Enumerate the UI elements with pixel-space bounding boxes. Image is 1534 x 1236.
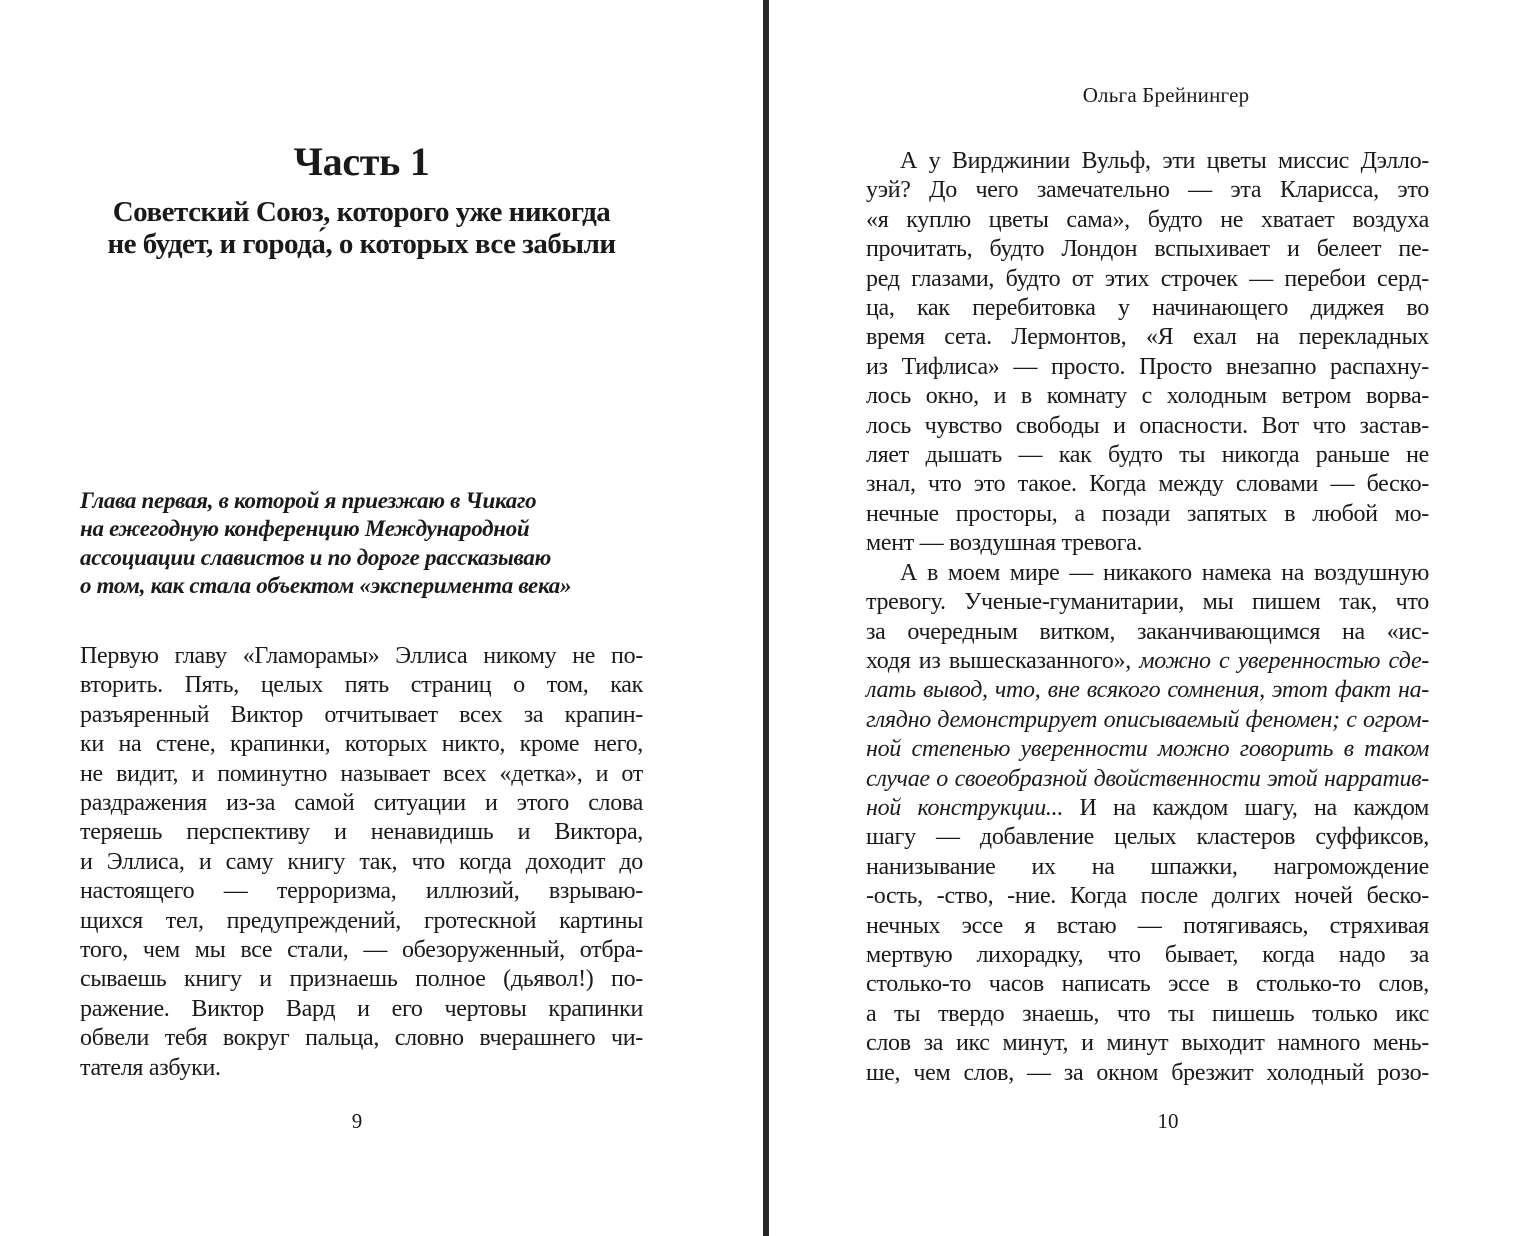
text-line <box>866 559 1429 588</box>
text-line <box>866 588 1429 617</box>
text-line <box>866 823 1429 852</box>
page-divider <box>763 0 769 1236</box>
page-number-left: 9 <box>351 1109 363 1133</box>
text-segment: ца, как перебитовка у начинающего диджея во <box>866 295 1429 322</box>
text-line <box>80 848 643 877</box>
text-segment: нечные просторы, а позади запятых в любой мо- <box>866 500 1429 527</box>
text-segment: разъяренный Виктор отчитывает всех за крапин- <box>80 701 643 728</box>
text-segment: прочитать, будто Лондон вспыхивает и белеет пе- <box>866 236 1429 263</box>
text-segment: ражение. Виктор Вард и его чертовы крапинки <box>80 995 643 1022</box>
text-segment: тревогу. Ученые-гуманитарии, мы пишем так, что <box>866 589 1429 616</box>
text-segment: ше, чем слов, — за окном брезжит холодный розо- <box>866 1059 1429 1086</box>
italic-text-segment: ной конструкции... <box>866 794 1080 821</box>
text-line <box>80 995 643 1024</box>
text-line <box>80 965 643 994</box>
chapter-epigraph <box>80 487 643 601</box>
text-line <box>866 765 1429 794</box>
text-segment: из Тифлиса» — просто. Просто внезапно распахну- <box>866 353 1429 380</box>
text-line <box>80 1054 643 1083</box>
text-segment: А у Вирджинии Вульф, эти цветы миссис Дэлло- <box>900 148 1429 174</box>
text-segment: ред глазами, будто от этих строчек — перебои серд- <box>866 265 1429 292</box>
chapter-subtitle <box>80 196 643 260</box>
text-line <box>80 701 643 730</box>
text-line <box>866 412 1429 441</box>
text-line <box>866 470 1429 499</box>
text-line <box>866 294 1429 323</box>
text-segment: шагу — добавление целых кластеров суффиксов, <box>866 824 1429 851</box>
text-segment: вторить. Пять, целых пять страниц о том, как <box>80 672 643 699</box>
text-line <box>866 235 1429 264</box>
text-line <box>866 912 1429 941</box>
text-segment: обвели тебя вокруг пальца, словно вчерашнего чи- <box>80 1025 643 1052</box>
right-body-text <box>866 147 1429 1088</box>
text-line <box>866 176 1429 205</box>
epigraph-line: на ежегодную конференцию Международной <box>80 516 530 542</box>
text-line <box>866 441 1429 470</box>
text-line <box>866 500 1429 529</box>
text-segment: нанизывание их на шпажки, нагромождение <box>866 853 1429 880</box>
italic-text-segment: случае о своеобразной двойственности этой нарратив- <box>866 765 1429 792</box>
text-line <box>866 706 1429 735</box>
text-segment: теряешь перспективу и ненавидишь и Виктора, <box>80 819 643 846</box>
text-segment: того, чем мы все стали, — обезоруженный, отбра- <box>80 937 643 964</box>
epigraph-line: Глава первая, в которой я приезжаю в Чикаго <box>80 488 537 513</box>
text-line <box>80 877 643 906</box>
subtitle-line: не будет, и города́, о которых все забыли <box>107 228 616 260</box>
text-segment: лось чувство свободы и опасности. Вот что застав- <box>866 412 1429 439</box>
left-body-text <box>80 642 643 1083</box>
text-line <box>866 735 1429 764</box>
text-segment: тателя азбуки. <box>80 1054 221 1081</box>
text-line <box>80 789 643 818</box>
text-segment: а ты твердо знаешь, что ты пишешь только икс <box>866 1000 1429 1027</box>
text-line <box>80 936 643 965</box>
text-line <box>866 1029 1429 1058</box>
text-segment: мент — воздушная тревога. <box>866 530 1143 557</box>
italic-text-segment: можно с уверенностью сде- <box>1139 647 1429 674</box>
epigraph-line: ассоциации славистов и по дороге рассказываю <box>80 544 552 570</box>
text-segment: мертвую лихорадку, что бывает, когда надо за <box>866 941 1429 968</box>
text-line <box>866 941 1429 970</box>
text-segment: щихся тел, предупреждений, гротескной картины <box>80 907 643 934</box>
text-segment: и Эллиса, и саму книгу так, что когда доходит до <box>80 848 643 875</box>
text-line <box>866 970 1429 999</box>
text-segment: раздражения из-за самой ситуации и этого слова <box>80 790 643 817</box>
text-segment: время сета. Лермонтов, «Я ехал на перекладных <box>866 324 1429 351</box>
text-segment: слов за икс минут, и минут выходит намного мень- <box>866 1030 1429 1057</box>
text-segment: столько-то часов написать эссе в столько-то слов, <box>866 971 1429 998</box>
text-segment: ляет дышать — как будто ты никогда раньше не <box>866 442 1429 469</box>
text-segment: знал, что это такое. Когда между словами — беско- <box>866 471 1429 498</box>
epigraph-line: о том, как стала объектом «эксперимента века» <box>80 573 572 599</box>
italic-text-segment: глядно демонстрирует описываемый феномен; с огром- <box>866 706 1429 733</box>
text-line <box>80 642 643 671</box>
body-paragraph <box>80 642 643 1083</box>
page-number-right: 10 <box>1157 1109 1179 1133</box>
italic-text-segment: лать вывод, что, вне всякого сомнения, этот факт на- <box>866 677 1429 704</box>
text-line <box>866 618 1429 647</box>
text-line <box>866 147 1429 176</box>
text-segment: -ость, -ство, -ние. Когда после долгих ночей беско- <box>866 883 1429 910</box>
text-line <box>866 382 1429 411</box>
text-segment: Первую главу «Гламорамы» Эллиса никому не по- <box>80 643 643 669</box>
text-segment: лось окно, и в комнату с холодным ветром ворва- <box>866 383 1429 410</box>
body-paragraph <box>866 559 1429 1088</box>
part-title: Часть 1 <box>293 139 430 184</box>
text-line <box>866 323 1429 352</box>
text-line <box>80 730 643 759</box>
text-line <box>80 818 643 847</box>
text-line <box>866 647 1429 676</box>
text-line <box>866 529 1429 558</box>
body-paragraph <box>866 147 1429 559</box>
text-segment: сываешь книгу и признаешь полное (дьявол!) по- <box>80 966 643 993</box>
text-segment: уэй? До чего замечательно — эта Кларисса, это <box>866 177 1429 204</box>
text-line <box>866 265 1429 294</box>
text-line <box>866 353 1429 382</box>
text-segment: ки на стене, крапинки, которых никто, кроме него, <box>80 731 643 758</box>
text-segment: не видит, и поминутно называет всех «детка», и от <box>80 760 643 787</box>
running-header: Ольга Брейнингер <box>1082 83 1250 107</box>
italic-text-segment: ной степенью уверенности можно говорить в таком <box>866 736 1429 763</box>
text-segment: настоящего — терроризма, иллюзий, взрываю- <box>80 878 643 905</box>
text-line <box>866 882 1429 911</box>
text-line <box>866 794 1429 823</box>
text-line <box>80 907 643 936</box>
text-line <box>866 1000 1429 1029</box>
text-line <box>80 1024 643 1053</box>
text-line <box>866 206 1429 235</box>
text-segment: «я куплю цветы сама», будто не хватает воздуха <box>866 206 1429 233</box>
text-segment: нечных эссе я встаю — потягиваясь, стряхивая <box>866 912 1429 939</box>
text-line <box>866 676 1429 705</box>
text-segment: за очередным витком, заканчивающимся на «ис- <box>866 618 1429 645</box>
text-segment: ходя из вышесказанного», <box>866 647 1140 674</box>
text-segment: И на каждом шагу, на каждом <box>1079 794 1429 821</box>
subtitle-line: Советский Союз, которого уже никогда <box>112 196 611 228</box>
text-segment: А в моем мире — никакого намека на воздушную <box>900 559 1429 586</box>
text-line <box>80 760 643 789</box>
text-line <box>80 671 643 700</box>
text-line <box>866 1059 1429 1088</box>
text-line <box>866 853 1429 882</box>
